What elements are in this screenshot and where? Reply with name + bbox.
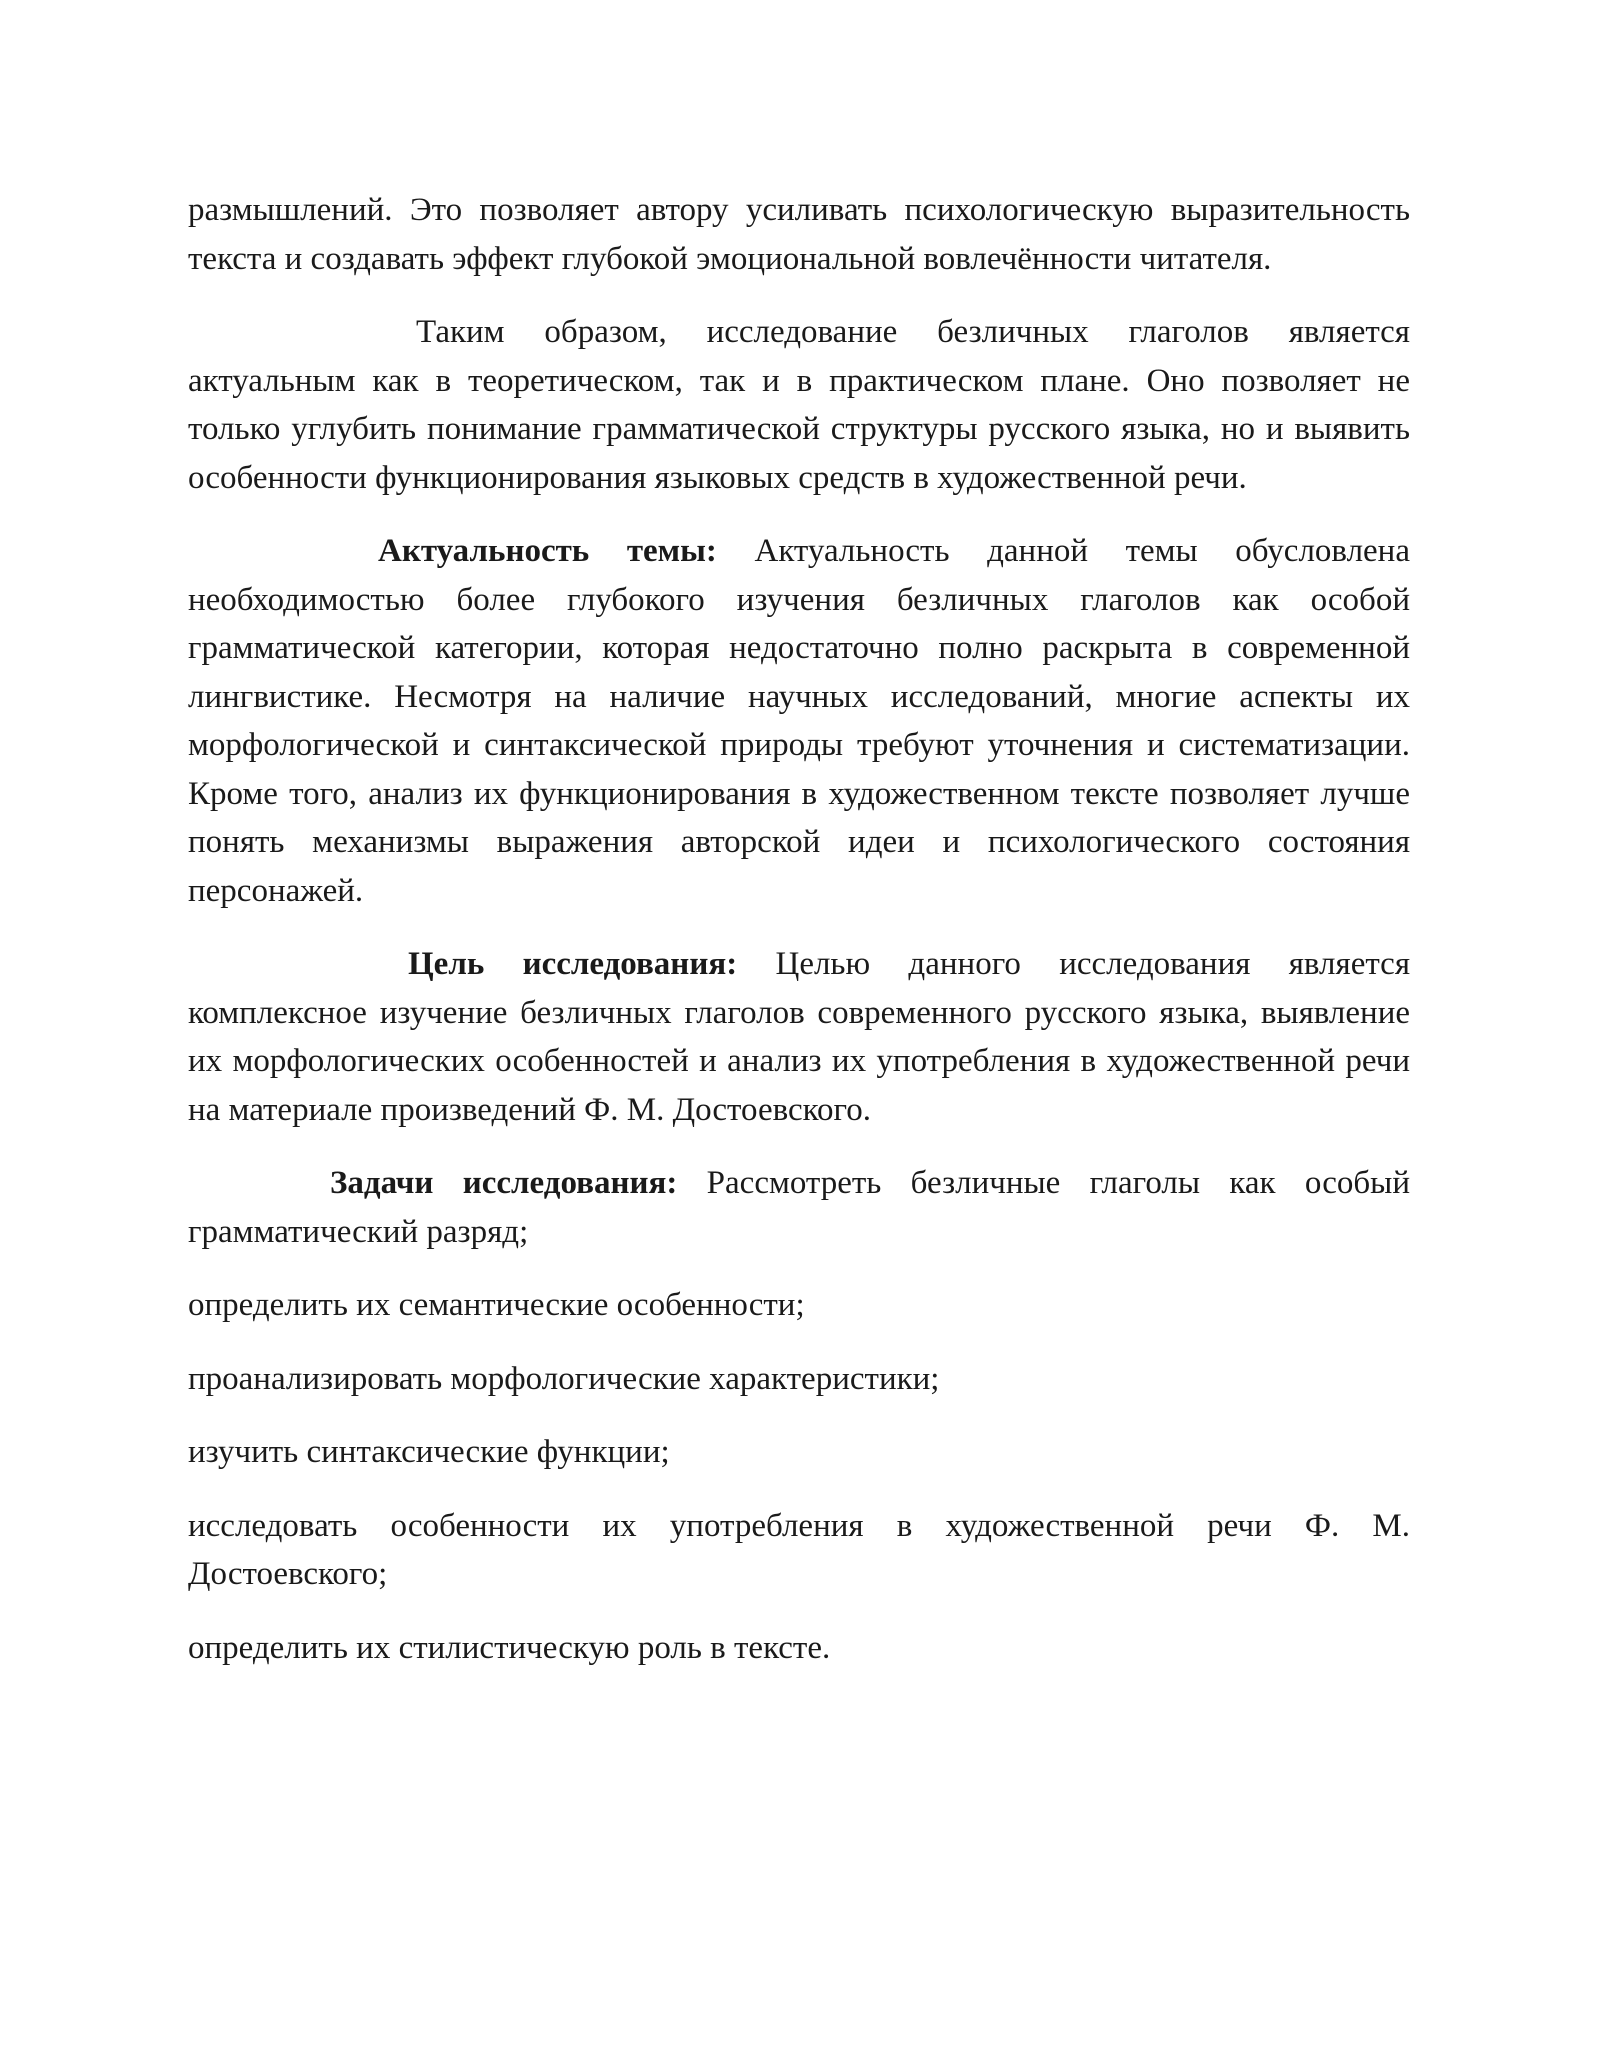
document-body: [188, 186, 1410, 1697]
task-item: проанализировать морфологические характеристики;: [188, 1360, 940, 1397]
paragraph-intro-continuation: размышлений. Это позволяет автору усиливать психологическую выразительность текста и создавать эффект глубокой эмоциональной вовлечённости читателя.: [188, 192, 1410, 277]
paragraph-conclusion: Таким образом, исследование безличных глаголов является актуальным как в теоретическом, так и в практическом плане. Оно позволяет не только углубить понимание грамматической структуры русского языка, но и выявить особенности функционирования языковых средств в художественной речи.: [188, 314, 1410, 496]
paragraph-goal: [188, 940, 1410, 1134]
relevance-text: Актуальность данной темы обусловлена необходимостью более глубокого изучения безличных глаголов как особой грамматической категории, которая недостаточно полно раскрыта в современной лингвистике. Несмотря на наличие научных исследований, многие аспекты их морфологической и синтаксической природы требуют уточнения и систематизации. Кроме того, анализ их функционирования в художественном тексте позволяет лучше понять механизмы выражения авторской идеи и психологического состояния персонажей.: [188, 533, 1410, 909]
tasks-heading: Задачи исследования:: [330, 1165, 678, 1201]
paragraph-tasks: [188, 1159, 1410, 1256]
goal-heading: Цель исследования:: [408, 946, 738, 982]
task-item: изучить синтаксические функции;: [188, 1434, 670, 1470]
paragraph-relevance: [188, 527, 1410, 915]
tasks-text: Рассмотреть безличные глаголы как особый грамматический разряд;: [188, 1165, 1410, 1250]
task-item: определить их стилистическую роль в тексте.: [188, 1629, 831, 1666]
goal-text: Целью данного исследования является комплексное изучение безличных глаголов современного русского языка, выявление их морфологических особенностей и анализ их употребления в художественной речи на материале произведений Ф. М. Достоевского.: [188, 946, 1410, 1128]
relevance-heading: Актуальность темы:: [378, 533, 717, 569]
task-item: исследовать особенности их употребления в художественной речи Ф. М. Достоевского;: [188, 1507, 1410, 1592]
task-item: определить их семантические особенности;: [188, 1287, 805, 1323]
